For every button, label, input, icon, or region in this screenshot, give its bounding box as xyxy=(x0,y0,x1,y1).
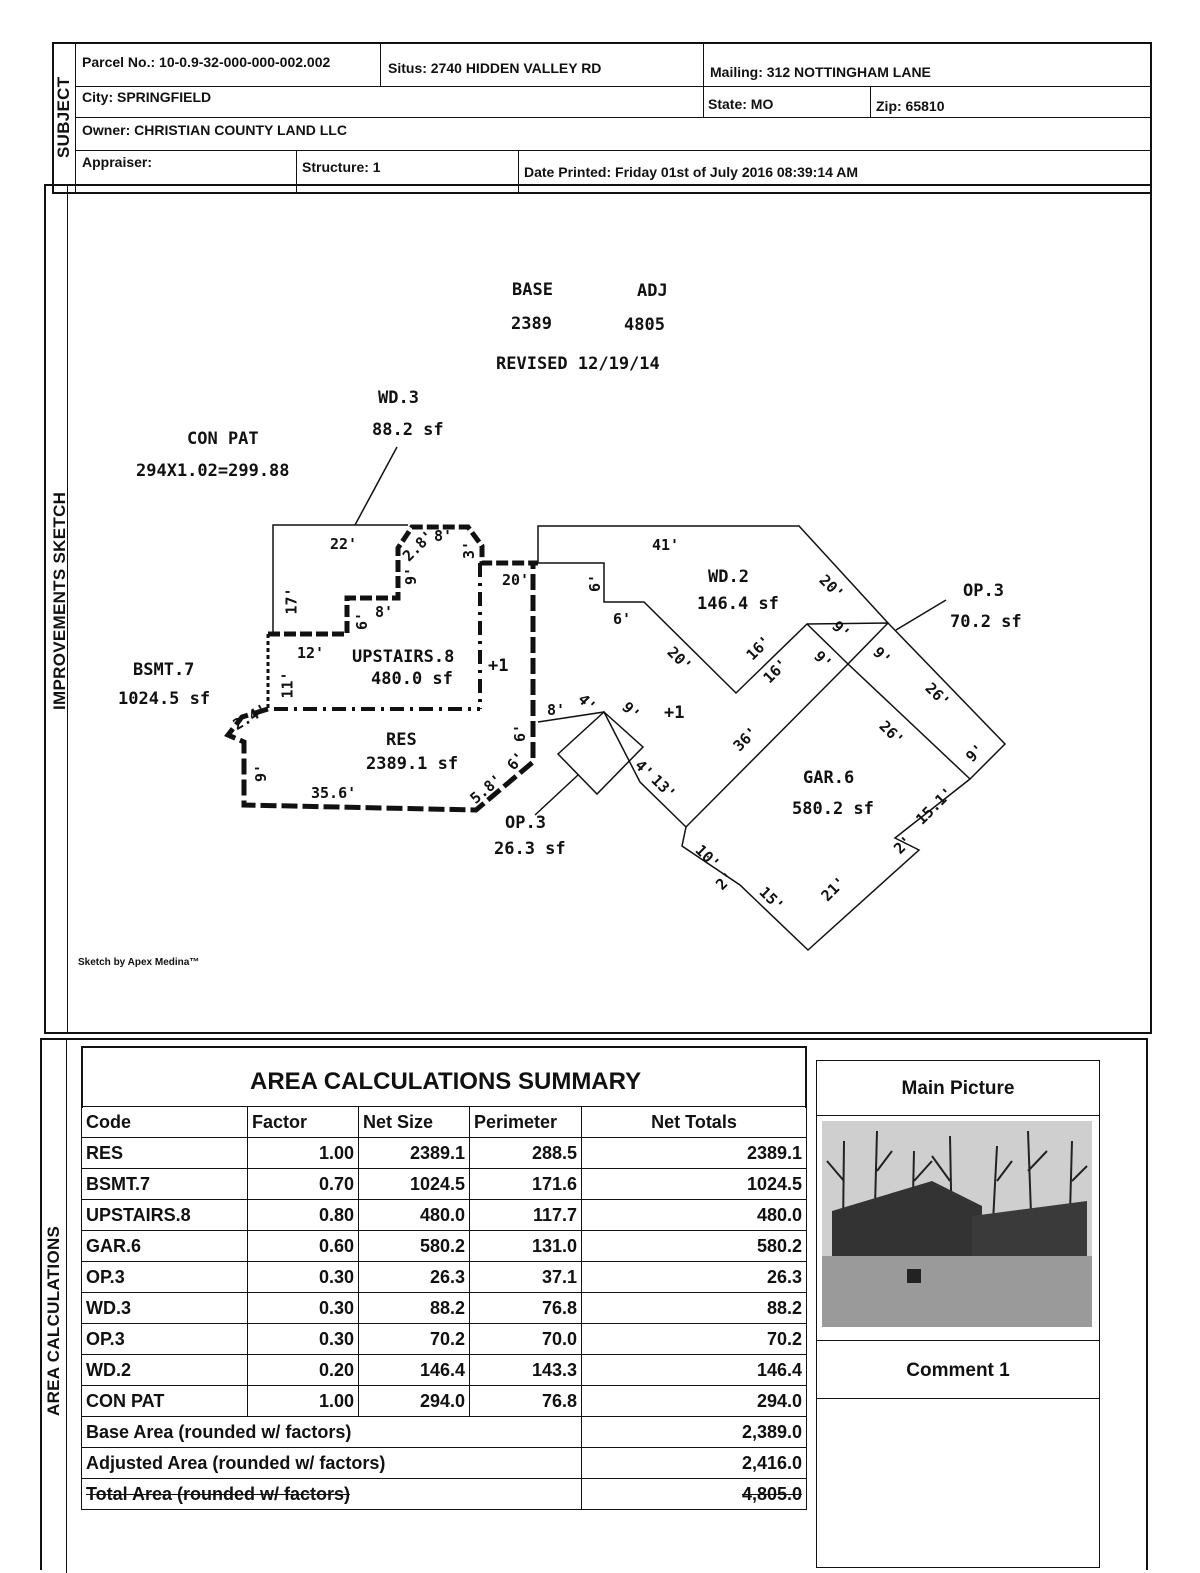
header-code: Code xyxy=(82,1107,248,1138)
factor-cell: 0.30 xyxy=(248,1324,359,1355)
net-size-cell: 70.2 xyxy=(359,1324,470,1355)
area-label: AREA CALCULATIONS xyxy=(44,1225,63,1416)
header-net-totals: Net Totals xyxy=(582,1107,807,1138)
dim-label: 13' xyxy=(647,771,680,803)
dim-label: 15.1' xyxy=(912,783,957,829)
adjusted-area-label: Adjusted Area (rounded w/ factors) xyxy=(82,1448,582,1479)
dim-label: 10' xyxy=(691,841,724,873)
net-size-cell: 294.0 xyxy=(359,1386,470,1417)
op3-right-leader xyxy=(896,600,946,630)
table-row xyxy=(82,1200,807,1231)
net-size-cell: 26.3 xyxy=(359,1262,470,1293)
upstairs8-area: 480.0 sf xyxy=(371,669,453,689)
area-divider xyxy=(66,1038,67,1573)
adj-value: 4805 xyxy=(624,315,665,335)
dim-label: 9' xyxy=(618,698,644,724)
dim-label: 4' xyxy=(631,756,657,782)
res-area: 2389.1 sf xyxy=(366,754,459,774)
res-label: RES xyxy=(386,730,417,750)
table-row xyxy=(82,1293,807,1324)
dim-label: 16' xyxy=(759,655,792,687)
dim-label: 22' xyxy=(330,535,358,553)
dim-label: 36' xyxy=(729,723,762,755)
net-totals-cell: 70.2 xyxy=(582,1324,807,1355)
code-cell: CON PAT xyxy=(82,1386,248,1417)
factor-cell: 0.20 xyxy=(248,1355,359,1386)
dim-label: 5.8' xyxy=(466,770,506,808)
header-perimeter: Perimeter xyxy=(470,1107,582,1138)
code-cell: WD.2 xyxy=(82,1355,248,1386)
city: City: SPRINGFIELD xyxy=(82,89,212,105)
summary-frame xyxy=(81,1046,807,1108)
dim-label: 20' xyxy=(815,571,848,603)
dim-label: 35.6' xyxy=(311,784,357,802)
code-cell: OP.3 xyxy=(82,1262,248,1293)
zip: Zip: 65810 xyxy=(876,98,945,114)
area-table xyxy=(81,1106,807,1510)
dim-label: 8' xyxy=(547,701,566,719)
op3-right-label: OP.3 xyxy=(963,581,1004,601)
mailing-address: Mailing: 312 NOTTINGHAM LANE xyxy=(710,64,931,80)
net-size-cell: 146.4 xyxy=(359,1355,470,1386)
factor-cell: 1.00 xyxy=(248,1386,359,1417)
upstairs8-label: UPSTAIRS.8 xyxy=(352,647,455,667)
table-row xyxy=(82,1169,807,1200)
net-totals-cell: 294.0 xyxy=(582,1386,807,1417)
header-net-size: Net Size xyxy=(359,1107,470,1138)
bsmt7-label: BSMT.7 xyxy=(133,660,195,680)
wd2-label: WD.2 xyxy=(708,567,749,587)
plus-one-garage: +1 xyxy=(664,703,685,723)
table-row xyxy=(82,1386,807,1417)
dim-label: 9' xyxy=(402,566,421,586)
net-size-cell: 480.0 xyxy=(359,1200,470,1231)
con-pat-label: CON PAT xyxy=(187,429,259,449)
perimeter-cell: 288.5 xyxy=(470,1138,582,1169)
header-factor: Factor xyxy=(248,1107,359,1138)
wd2-inner xyxy=(538,563,848,693)
op3-small-label: OP.3 xyxy=(505,813,546,833)
base-area-value: 2,389.0 xyxy=(582,1417,807,1448)
code-cell: OP.3 xyxy=(82,1324,248,1355)
base-area-label: Base Area (rounded w/ factors) xyxy=(82,1417,582,1448)
dim-label: 9' xyxy=(810,647,836,673)
net-size-cell: 1024.5 xyxy=(359,1169,470,1200)
table-row xyxy=(82,1355,807,1386)
dim-label: 12' xyxy=(297,644,325,662)
state: State: MO xyxy=(708,96,774,112)
owner: Owner: CHRISTIAN COUNTY LAND LLC xyxy=(82,122,347,138)
dim-label: 26' xyxy=(921,679,954,711)
gar6-label: GAR.6 xyxy=(803,768,855,788)
perimeter-cell: 37.1 xyxy=(470,1262,582,1293)
net-totals-cell: 26.3 xyxy=(582,1262,807,1293)
structure: Structure: 1 xyxy=(302,159,381,175)
factor-cell: 1.00 xyxy=(248,1138,359,1169)
code-cell: RES xyxy=(82,1138,248,1169)
dim-label: 41' xyxy=(652,536,680,554)
bsmt7-area: 1024.5 sf xyxy=(118,689,211,709)
op3-small-leader xyxy=(535,775,578,815)
net-size-cell: 580.2 xyxy=(359,1231,470,1262)
dim-label: 2.4' xyxy=(229,700,271,734)
net-totals-cell: 2389.1 xyxy=(582,1138,807,1169)
dim-label: 20' xyxy=(663,643,696,675)
total-area-row xyxy=(82,1479,807,1510)
dim-label: 16' xyxy=(742,632,775,664)
wd3-label: WD.3 xyxy=(378,388,419,408)
net-totals-cell: 1024.5 xyxy=(582,1169,807,1200)
comment-label: Comment 1 xyxy=(906,1360,1010,1381)
dim-label: 9' xyxy=(869,643,895,669)
dim-label: 8' xyxy=(434,527,453,545)
base-area-row xyxy=(82,1417,807,1448)
date-printed: Date Printed: Friday 01st of July 2016 08:39:14 AM xyxy=(524,164,859,180)
wd2-area: 146.4 sf xyxy=(697,594,779,614)
dim-label: 17' xyxy=(282,587,301,615)
perimeter-cell: 117.7 xyxy=(470,1200,582,1231)
perimeter-cell: 143.3 xyxy=(470,1355,582,1386)
op3-right-area: 70.2 sf xyxy=(950,612,1022,632)
net-totals-cell: 580.2 xyxy=(582,1231,807,1262)
net-totals-cell: 480.0 xyxy=(582,1200,807,1231)
table-row xyxy=(82,1138,807,1169)
dim-label: 2.8' xyxy=(398,526,438,566)
adjusted-area-value: 2,416.0 xyxy=(582,1448,807,1479)
base-value: 2389 xyxy=(511,314,552,334)
wd3-area: 88.2 sf xyxy=(372,420,444,440)
gar6-area: 580.2 sf xyxy=(792,799,874,819)
net-totals-cell: 146.4 xyxy=(582,1355,807,1386)
dim-label: 2' xyxy=(712,868,738,894)
op3-small-area: 26.3 sf xyxy=(494,839,566,859)
dim-label: 9' xyxy=(828,617,854,643)
table-row xyxy=(82,1231,807,1262)
revised-date: REVISED 12/19/14 xyxy=(496,354,660,374)
code-cell: BSMT.7 xyxy=(82,1169,248,1200)
situs-address: Situs: 2740 HIDDEN VALLEY RD xyxy=(388,60,602,76)
table-row xyxy=(82,1324,807,1355)
dim-label: 2' xyxy=(890,832,916,858)
factor-cell: 0.30 xyxy=(248,1262,359,1293)
factor-cell: 0.60 xyxy=(248,1231,359,1262)
total-area-value: 4,805.0 xyxy=(582,1479,807,1510)
dim-label: 3' xyxy=(460,540,479,560)
perimeter-cell: 131.0 xyxy=(470,1231,582,1262)
perimeter-cell: 70.0 xyxy=(470,1324,582,1355)
dim-label: 6' xyxy=(353,611,372,631)
dim-label: 6' xyxy=(511,723,530,743)
code-cell: WD.3 xyxy=(82,1293,248,1324)
table-header-row xyxy=(82,1107,807,1138)
parcel-number: Parcel No.: 10-0.9-32-000-000-002.002 xyxy=(82,54,331,70)
total-area-label: Total Area (rounded w/ factors) xyxy=(82,1479,582,1510)
net-totals-cell: 88.2 xyxy=(582,1293,807,1324)
dim-label: 6' xyxy=(503,748,529,774)
code-cell: UPSTAIRS.8 xyxy=(82,1200,248,1231)
code-cell: GAR.6 xyxy=(82,1231,248,1262)
table-row xyxy=(82,1262,807,1293)
dim-label: 15' xyxy=(755,883,788,915)
dim-label: 20' xyxy=(502,571,530,589)
con-pat-leader xyxy=(355,447,397,525)
summary-title: AREA CALCULATIONS SUMMARY xyxy=(250,1068,642,1095)
sketch-label: IMPROVEMENTS SKETCH xyxy=(50,491,69,710)
appraiser: Appraiser: xyxy=(82,154,153,170)
perimeter-cell: 171.6 xyxy=(470,1169,582,1200)
base-label: BASE xyxy=(512,280,553,300)
perimeter-cell: 76.8 xyxy=(470,1293,582,1324)
factor-cell: 0.70 xyxy=(248,1169,359,1200)
adj-label: ADJ xyxy=(637,281,668,301)
main-picture-image xyxy=(822,1121,1092,1327)
adjusted-area-row xyxy=(82,1448,807,1479)
net-size-cell: 2389.1 xyxy=(359,1138,470,1169)
dim-label: 6' xyxy=(586,573,605,593)
dim-label: 9' xyxy=(962,740,988,766)
dim-label: 8' xyxy=(375,603,394,621)
dim-label: 4' xyxy=(574,690,600,716)
factor-cell: 0.30 xyxy=(248,1293,359,1324)
dim-label: 11' xyxy=(278,671,297,699)
factor-cell: 0.80 xyxy=(248,1200,359,1231)
sketch-credit: Sketch by Apex Medina™ xyxy=(78,957,200,968)
main-picture-label: Main Picture xyxy=(901,1078,1015,1099)
con-pat-calc: 294X1.02=299.88 xyxy=(136,461,290,481)
perimeter-cell: 76.8 xyxy=(470,1386,582,1417)
net-size-cell: 88.2 xyxy=(359,1293,470,1324)
dim-label: 6' xyxy=(613,610,632,628)
dim-label: 9' xyxy=(252,763,271,783)
plus-one-upstairs: +1 xyxy=(488,656,509,676)
dim-label: 21' xyxy=(817,873,850,905)
dim-label: 26' xyxy=(875,717,908,749)
subject-label: SUBJECT xyxy=(54,76,73,158)
